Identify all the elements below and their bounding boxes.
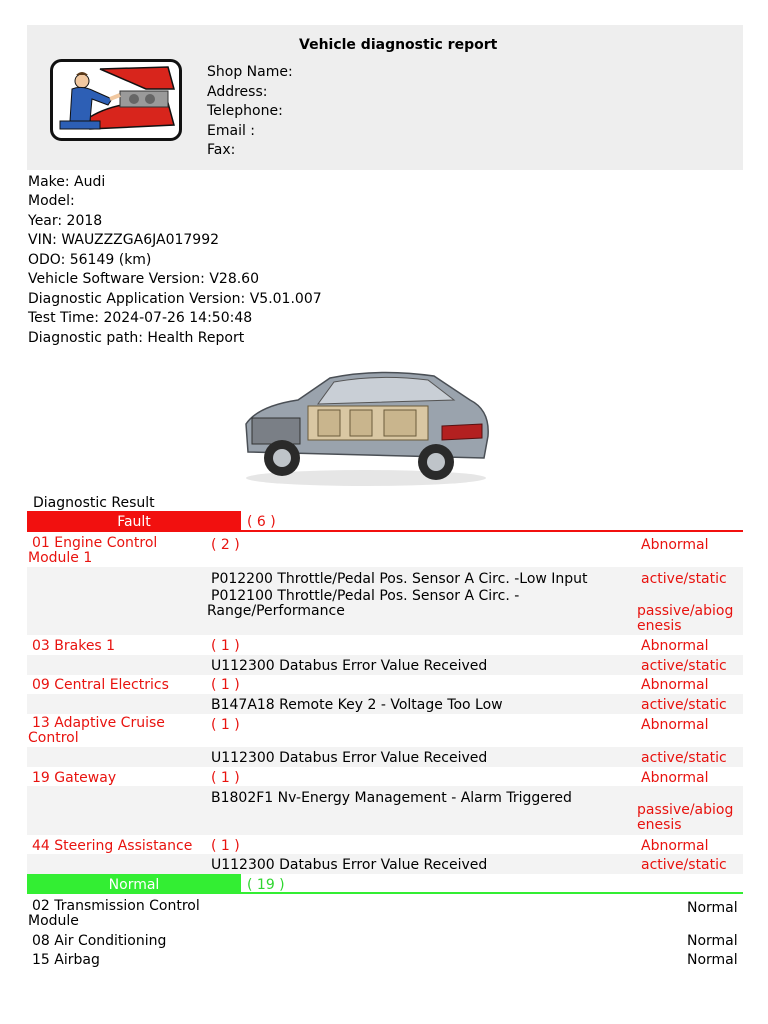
dtc-state: active/static [641,697,727,713]
vehicle-software-version: Vehicle Software Version: V28.60 [28,271,259,287]
diagnostic-result-heading: Diagnostic Result [33,495,155,511]
fault-module-central-electrics: 09 Central Electrics [32,677,169,693]
vehicle-year: Year: 2018 [28,213,103,229]
normal-module-transmission: 02 Transmission Control Module [28,898,200,929]
normal-count: ( 19 ) [247,877,285,893]
normal-module-status: Normal [687,952,738,968]
fault-module-status: Abnormal [641,717,709,733]
fault-module-count: ( 1 ) [211,838,240,854]
dtc-state: active/static [641,857,727,873]
fault-module-gateway: 19 Gateway [32,770,117,786]
address-label: Address: [207,84,268,100]
car-cutaway-image [238,366,494,490]
mechanic-logo-icon [50,59,182,141]
fault-module-adaptive-cruise: 13 Adaptive Cruise Control [28,715,165,746]
vehicle-make: Make: Audi [28,174,106,190]
dtc-code: B1802F1 Nv-Energy Management - Alarm Triggered [211,790,572,806]
fault-module-brakes: 03 Brakes 1 [32,638,116,654]
dtc-code: U112300 Databus Error Value Received [211,658,488,674]
vehicle-model: Model: [28,193,75,209]
fault-module-count: ( 1 ) [211,717,240,733]
fault-module-count: ( 2 ) [211,537,240,553]
test-time: Test Time: 2024-07-26 14:50:48 [28,310,253,326]
dtc-code: P012200 Throttle/Pedal Pos. Sensor A Circ. -Low Input [211,571,588,587]
fault-module-steering-assistance: 44 Steering Assistance [32,838,193,854]
fault-module-status: Abnormal [641,838,709,854]
dtc-code: U112300 Databus Error Value Received [211,750,488,766]
normal-module-status: Normal [687,900,738,916]
fault-count: ( 6 ) [247,514,276,530]
normal-label: Normal [108,877,160,893]
report-title: Vehicle diagnostic report [299,37,498,53]
fault-module-engine-control: 01 Engine Control Module 1 [28,535,158,566]
vehicle-vin: VIN: WAUZZZGA6JA017992 [28,232,220,248]
dtc-code: B147A18 Remote Key 2 - Voltage Too Low [211,697,503,713]
dtc-code: U112300 Databus Error Value Received [211,857,488,873]
fault-module-status: Abnormal [641,677,709,693]
shop-name-label: Shop Name: [207,64,293,80]
fault-label: Fault [117,514,151,530]
email-label: Email : [207,123,256,139]
fault-module-count: ( 1 ) [211,677,240,693]
fault-module-status: Abnormal [641,638,709,654]
dtc-code: P012100 Throttle/Pedal Pos. Sensor A Circ. -Range/Performance [207,588,520,619]
fault-module-count: ( 1 ) [211,638,240,654]
dtc-state: active/static [641,658,727,674]
dtc-state: active/static [641,750,727,766]
dtc-state: active/static [641,571,727,587]
normal-module-status: Normal [687,933,738,949]
vehicle-odo: ODO: 56149 (km) [28,252,152,268]
dtc-state: passive/abiogenesis [637,802,734,833]
telephone-label: Telephone: [207,103,283,119]
normal-module-airbag: 15 Airbag [32,952,100,968]
fault-module-status: Abnormal [641,537,709,553]
dtc-state: passive/abiogenesis [637,603,734,634]
diagnostic-app-version: Diagnostic Application Version: V5.01.007 [28,291,322,307]
fault-module-status: Abnormal [641,770,709,786]
fax-label: Fax: [207,142,236,158]
normal-module-air-conditioning: 08 Air Conditioning [32,933,167,949]
fault-module-count: ( 1 ) [211,770,240,786]
diagnostic-path: Diagnostic path: Health Report [28,330,245,346]
